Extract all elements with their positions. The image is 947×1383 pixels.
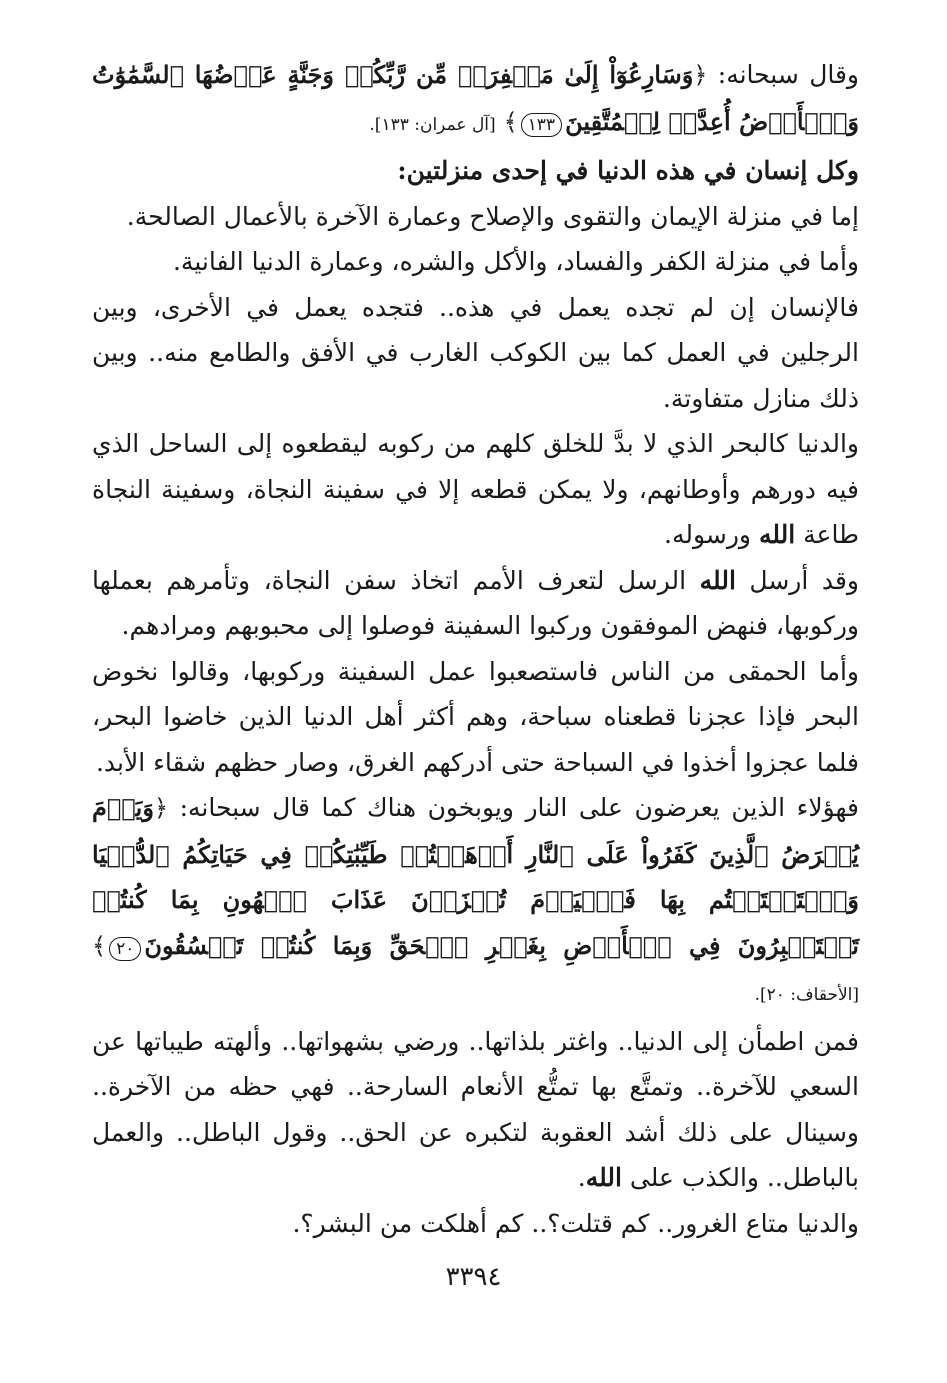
paragraph-sea [92, 421, 859, 558]
paragraph-messengers [92, 558, 859, 649]
ayah-number: ١٣٣ [521, 113, 562, 137]
verse-close-bracket: ﴾ [503, 107, 518, 136]
contentment-tail: . [577, 1163, 586, 1192]
verse-open-bracket: ﴿ [153, 794, 168, 822]
sea-tail: ورسوله. [664, 520, 759, 549]
messengers-text-start: وقد أرسل [735, 565, 859, 595]
lead-text: فهؤلاء الذين يعرضون على النار ويوبخون هناك كما قال سبحانه: [168, 793, 859, 822]
ayah-number: ٢٠ [109, 937, 141, 961]
paragraph-contentment [92, 1019, 859, 1201]
allah-word: الله [585, 1163, 622, 1192]
paragraph-quran-ahqaf [92, 785, 859, 1019]
verse-text: وَيَوۡمَ يُعۡرَضُ ٱلَّذِينَ كَفَرُواْ عَلَى ٱلنَّارِ أَذۡهَبۡتُمۡ طَيِّبَٰتِكُمۡ فِي حَيَاتِكُمُ ٱلدُّنۡيَا وَٱسۡتَمۡتَعۡتُم بِهَا فَٱلۡيَوۡمَ تُجۡزَوۡنَ عَذَابَ ٱلۡهُونِ بِمَا كُنتُمۡ تَسۡتَكۡبِرُونَ فِي ٱلۡأَرۡضِ بِغَيۡرِ ٱلۡحَقِّ وَبِمَا كُنتُمۡ تَفۡسُقُونَ [92, 793, 859, 960]
paragraph-quran-imran [92, 52, 859, 148]
verse-open-bracket: ﴿ [693, 61, 708, 89]
paragraph-foolish: وأما الحمقى من الناس فاستصعبوا عمل السفينة وركوبها، وقالوا نخوض البحر فإذا عجزنا قطعناه سباحة، وهم أكثر أهل الدنيا الذين خاضوا البحر، فلما عجزوا أخذوا في السباحة حتى أدركهم الغرق، وصار حظهم شقاء الأبد. [92, 656, 859, 777]
paragraph-kufr: وأما في منزلة الكفر والفساد، والأكل والشره، وعمارة الدنيا الفانية. [172, 247, 859, 276]
paragraph-closing: والدنيا متاع الغرور.. كم قتلت؟.. كم أهلكت من البشر؟. [292, 1208, 859, 1238]
paragraph-heading: وكل إنسان في هذه الدنيا في إحدى منزلتين: [397, 156, 859, 185]
page-number: ٣٣٩٤ [445, 1262, 502, 1292]
allah-word: الله [699, 565, 736, 595]
verse-reference: [الأحقاف: ٢٠]. [754, 985, 859, 1005]
paragraph-iman: إما في منزلة الإيمان والتقوى والإصلاح وعمارة الآخرة بالأعمال الصالحة. [126, 201, 859, 231]
verse-close-bracket: ﴾ [92, 931, 107, 960]
lead-text: وقال سبحانه: [707, 60, 859, 89]
allah-word: الله [758, 520, 796, 549]
verse-text: وَسَارِعُوٓاْ إِلَىٰ مَغۡفِرَةٖ مِّن رَّبِّكُمۡ وَجَنَّةٍ عَرۡضُهَا ٱلسَّمَٰوَٰتُ وَٱلۡأَرۡضُ أُعِدَّتۡ لِلۡمُتَّقِينَ [92, 60, 859, 136]
paragraph-two-men: فالإنسان إن لم تجده يعمل في هذه.. فتجده يعمل في الأخرى، وبين الرجلين في العمل كما بين الكوكب الغارب في الأفق والطامع منه.. وبين ذلك منازل متفاوتة. [92, 292, 859, 413]
verse-reference: [آل عمران: ١٣٣]. [369, 114, 496, 135]
body-text [92, 52, 859, 1246]
contentment-text: فمن اطمأن إلى الدنيا.. واغتر بلذاتها.. ورضي بشهواتها.. وألهته طيباتها عن السعي للآخرة.. وتمتَّع بها تمتُّع الأنعام السارحة.. فهي حظه من الآخرة.. وسينال على ذلك أشد العقوبة لتكبره عن الحق.. وقول الباطل.. والعمل بالباطل.. والكذب على [92, 1026, 859, 1192]
sea-text: والدنيا كالبحر الذي لا بدَّ للخلق كلهم من ركوبه ليقطعوه إلى الساحل الذي فيه دورهم وأوطانهم، ولا يمكن قطعه إلا في سفينة النجاة، وسفينة النجاة طاعة [92, 429, 859, 549]
messengers-text-end: الرسل لتعرف الأمم اتخاذ سفن النجاة، وتأمرهم بعملها وركوبها، فنهض الموفقون وركبوا السفينة فوصلوا إلى محبوبهم ومرادهم. [92, 565, 859, 640]
